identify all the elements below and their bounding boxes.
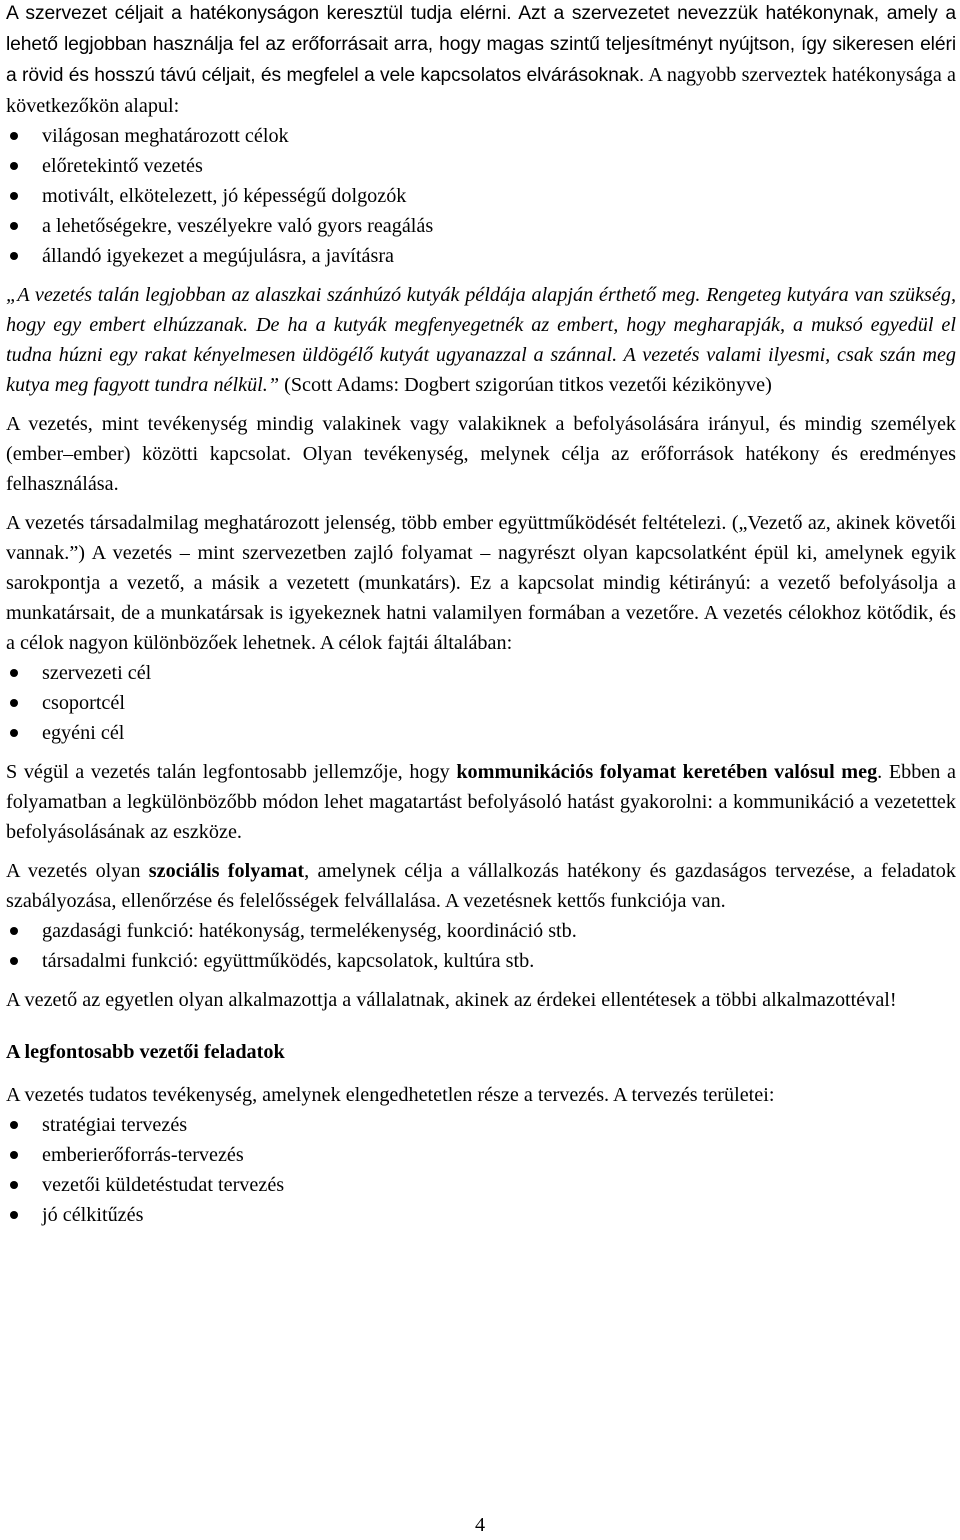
list-item: jó célkitűzés	[6, 1200, 956, 1230]
leader-employee-paragraph: A vezető az egyetlen olyan alkalmazottja a vállalatnak, akinek az érdekei ellentétesek a többi alkalmazottéval!	[6, 989, 897, 1011]
social-process-emphasis: szociális folyamat	[148, 860, 305, 882]
planning-paragraph: A vezetés tudatos tevékenység, amelynek elengedhetetlen része a tervezés. A tervezés területei:	[6, 1084, 775, 1106]
list-item: stratégiai tervezés	[6, 1110, 956, 1140]
list-item: emberierőforrás-tervezés	[6, 1140, 956, 1170]
list-item: előretekintő vezetés	[6, 151, 956, 181]
intro-paragraph	[6, 0, 956, 121]
intro-serif-text: A nagyobb szerveztek hatékonysága a következőkön alapul:	[6, 64, 956, 117]
list-item: vezetői küldetéstudat tervezés	[6, 1170, 956, 1200]
quote-source: (Scott Adams: Dogbert szigorúan titkos vezetői kézikönyve)	[279, 374, 772, 396]
communication-text-after: . Ebben a folyamatban a legkülönbözőbb módon lehet magatartást befolyásoló hatást gyakorolni: a kommunikáció a vezetettek befolyásolásának az eszköze.	[6, 761, 956, 843]
leadership-activity-paragraph: A vezetés, mint tevékenység mindig valakinek vagy valakiknek a befolyásolására irányul, és mindig személyek (ember–ember) közötti kapcsolat. Olyan tevékenység, melynek célja az erőforrások hatékony és eredményes felhasználása.	[6, 413, 956, 495]
social-process-text-before: A vezetés olyan	[6, 860, 149, 882]
goal-types-list	[6, 658, 956, 748]
list-item: állandó igyekezet a megújulásra, a javításra	[6, 241, 956, 271]
section-heading: A legfontosabb vezetői feladatok	[6, 1041, 285, 1063]
social-process-paragraph	[6, 856, 956, 916]
list-item: csoportcél	[6, 688, 956, 718]
intro-sans-text: A szervezet céljait a hatékonyságon keresztül tudja elérni. Azt a szervezetet nevezzük hatékonynak, amely a lehető legjobban használja fel az erőforrásait arra, hogy magas szintű teljesítményt nyújtson, így sikeresen eléri a rövid és hosszú távú céljait, és megfelel a vele kapcsolatos elvárásoknak.	[6, 3, 956, 86]
social-process-text-after: , amelynek célja a vállalkozás hatékony és gazdaságos tervezése, a feladatok szabályozása, ellenőrzése és felelősségek felvállalása. A vezetésnek kettős funkciója van.	[6, 860, 956, 912]
list-item: motivált, elkötelezett, jó képességű dolgozók	[6, 181, 956, 211]
page-number: 4	[474, 1514, 486, 1536]
quote-paragraph	[6, 280, 956, 400]
list-item: a lehetőségekre, veszélyekre való gyors reagálás	[6, 211, 956, 241]
communication-emphasis: kommunikációs folyamat keretében valósul meg	[456, 761, 878, 783]
list-item: világosan meghatározott célok	[6, 121, 956, 151]
communication-text-before: S végül a vezetés talán legfontosabb jellemzője, hogy	[6, 761, 457, 783]
planning-areas-list	[6, 1110, 956, 1230]
efficiency-bases-list	[6, 121, 956, 271]
list-item: társadalmi funkció: együttműködés, kapcsolatok, kultúra stb.	[6, 946, 956, 976]
list-item: gazdasági funkció: hatékonyság, termelékenység, koordináció stb.	[6, 916, 956, 946]
communication-paragraph	[6, 757, 956, 847]
social-phenomenon-paragraph: A vezetés társadalmilag meghatározott jelenség, több ember együttműködését feltételezi. („Vezető az, akinek követői vannak.”) A vezetés – mint szervezetben zajló folyamat – nagyrészt olyan kapcsolatként épül ki, amelynek egyik sarokpontja a vezető, a másik a vezetett (munkatárs). Ez a kapcsolat mindig kétirányú: a vezető befolyásolja a munkatársait, de a munkatársak is igyekeznek hatni valamilyen formában a vezetőre. A vezetés célokhoz kötődik, és a célok nagyon különbözőek lehetnek. A célok fajtái általában:	[6, 512, 956, 654]
document-page	[6, 0, 956, 1230]
functions-list	[6, 916, 956, 976]
list-item: szervezeti cél	[6, 658, 956, 688]
list-item: egyéni cél	[6, 718, 956, 748]
quote-text: „A vezetés talán legjobban az alaszkai szánhúzó kutyák példája alapján érthető meg. Rengeteg kutyára van szükség, hogy egy embert elhúzzanak. De ha a kutyák megfenyegetnék az embert, hogy megharapják, a muksó egyedül el tudna húzni egy rakat kényelmesen üldögélő kutyát ugyanazzal a szánnal. A vezetés valami ilyesmi, csak szán meg kutya meg fagyott tundra nélkül.”	[6, 284, 956, 396]
